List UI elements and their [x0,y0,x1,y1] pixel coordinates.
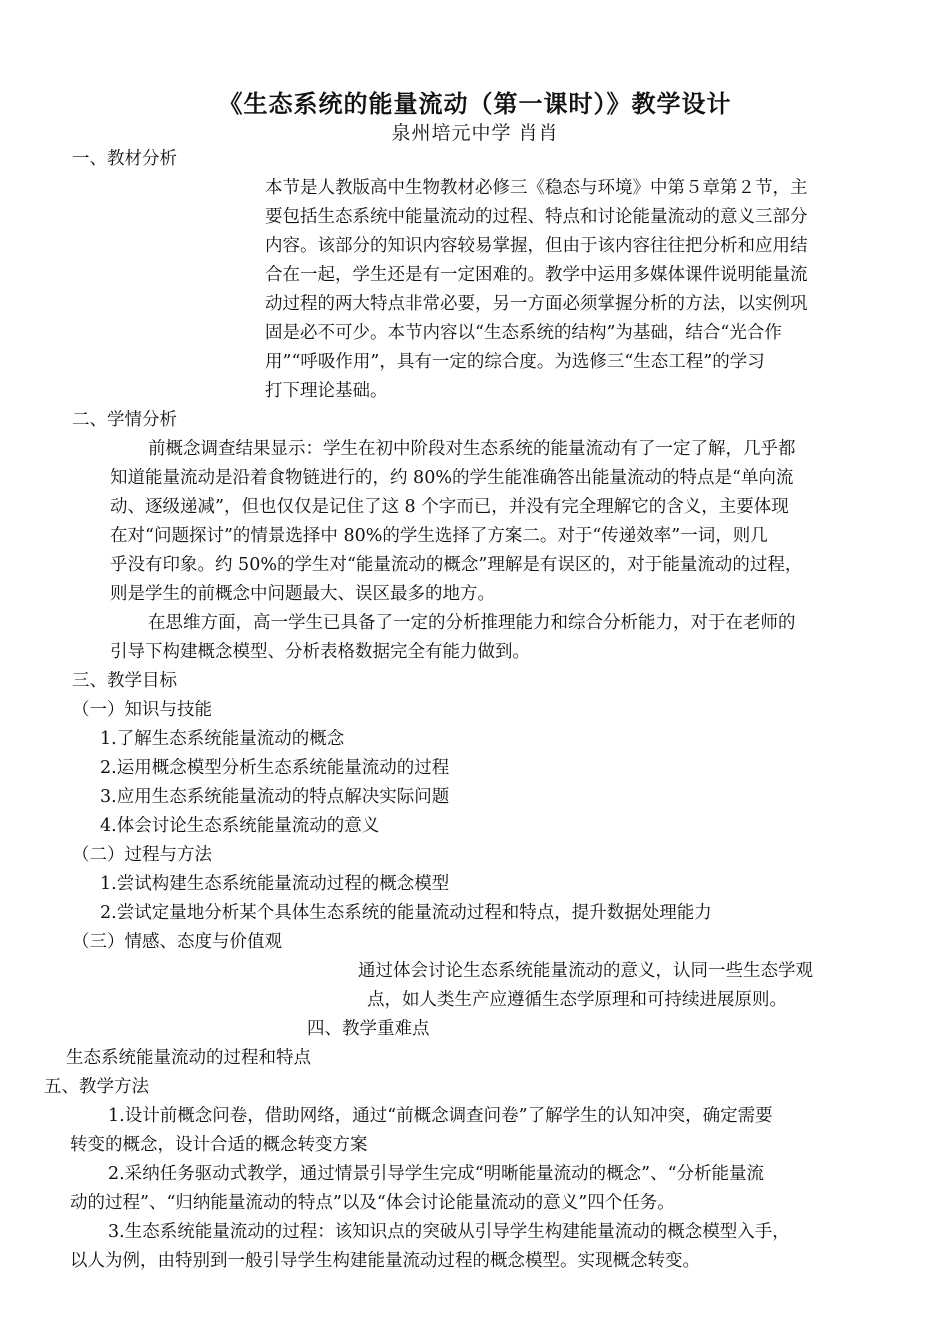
list-item: 1.尝试构建生态系统能量流动过程的概念模型 [100,874,450,894]
paragraph-line: 要包括生态系统中能量流动的过程、特点和讨论能量流动的意义三部分 [265,207,808,227]
paragraph-line: 2.采纳任务驱动式教学，通过情景引导学生完成“明晰能量流动的概念”、“分析能量流 [108,1164,765,1184]
paragraph-line: 打下理论基础。 [265,381,388,401]
subsection-heading: （三）情感、态度与价值观 [72,932,282,952]
paragraph-line: 以人为例，由特别到一般引导学生构建能量流动过程的概念模型。实现概念转变。 [70,1251,700,1271]
paragraph-line: 前概念调查结果显示：学生在初中阶段对生态系统的能量流动有了一定了解，几乎都 [148,439,796,459]
paragraph-line: 转变的概念，设计合适的概念转变方案 [70,1135,368,1155]
section-heading: 四、教学重难点 [307,1019,430,1039]
document-title: 《生态系统的能量流动（第一课时）》教学设计 [218,89,732,118]
paragraph-line: 固是必不可少。本节内容以“生态系统的结构”为基础，结合“光合作 [265,323,782,343]
list-item: 1.了解生态系统能量流动的概念 [100,729,345,749]
paragraph-line: 则是学生的前概念中问题最大、误区最多的地方。 [110,584,495,604]
list-item: 2.尝试定量地分析某个具体生态系统的能量流动过程和特点，提升数据处理能力 [100,903,712,923]
list-item: 4.体会讨论生态系统能量流动的意义 [100,816,380,836]
paragraph-line: 点，如人类生产应遵循生态学原理和可持续进展原则。 [367,990,787,1010]
paragraph-line: 用”“呼吸作用”，具有一定的综合度。为选修三“生态工程”的学习 [265,352,765,372]
paragraph-line: 通过体会讨论生态系统能量流动的意义，认同一些生态学观 [358,961,813,981]
paragraph-line: 动、逐级递减”，但也仅仅是记住了这 8 个字而已，并没有完全理解它的含义，主要体现 [110,497,789,517]
subsection-heading: （二）过程与方法 [72,845,212,865]
paragraph-line: 知道能量流动是沿着食物链进行的，约 80%的学生能准确答出能量流动的特点是“单向流 [110,468,794,488]
paragraph-line: 3.生态系统能量流动的过程：该知识点的突破从引导学生构建能量流动的概念模型入手， [108,1222,790,1242]
paragraph-line: 本节是人教版高中生物教材必修三《稳态与环境》中第５章第２节，主 [265,178,808,198]
paragraph-line: 内容。该部分的知识内容较易掌握，但由于该内容往往把分析和应用结 [265,236,808,256]
paragraph-line: 合在一起，学生还是有一定困难的。教学中运用多媒体课件说明能量流 [265,265,808,285]
section-heading: 二、学情分析 [72,410,177,430]
section-heading: 三、教学目标 [72,671,177,691]
subsection-heading: （一）知识与技能 [72,700,212,720]
paragraph-line: 生态系统能量流动的过程和特点 [66,1048,311,1068]
paragraph-line: 乎没有印象。约 50%的学生对“能量流动的概念”理解是有误区的，对于能量流动的过程， [110,555,803,575]
paragraph-line: 动过程的两大特点非常必要，另一方面必须掌握分析的方法，以实例巩 [265,294,808,314]
paragraph-line: 动的过程”、“归纳能量流动的特点”以及“体会讨论能量流动的意义”四个任务。 [70,1193,675,1213]
list-item: 2.运用概念模型分析生态系统能量流动的过程 [100,758,450,778]
section-heading: 一、教材分析 [72,149,177,169]
paragraph-line: 在对“问题探讨”的情景选择中 80%的学生选择了方案二。对于“传递效率”一词，则几 [110,526,768,546]
section-heading: 五、教学方法 [44,1077,149,1097]
paragraph-line: 1.设计前概念问卷，借助网络，通过“前概念调查问卷”了解学生的认知冲突，确定需要 [108,1106,773,1126]
list-item: 3.应用生态系统能量流动的特点解决实际问题 [100,787,450,807]
paragraph-line: 在思维方面，高一学生已具备了一定的分析推理能力和综合分析能力，对于在老师的 [148,613,796,633]
document-author: 泉州培元中学 肖肖 [391,122,559,144]
paragraph-line: 引导下构建概念模型、分析表格数据完全有能力做到。 [110,642,530,662]
